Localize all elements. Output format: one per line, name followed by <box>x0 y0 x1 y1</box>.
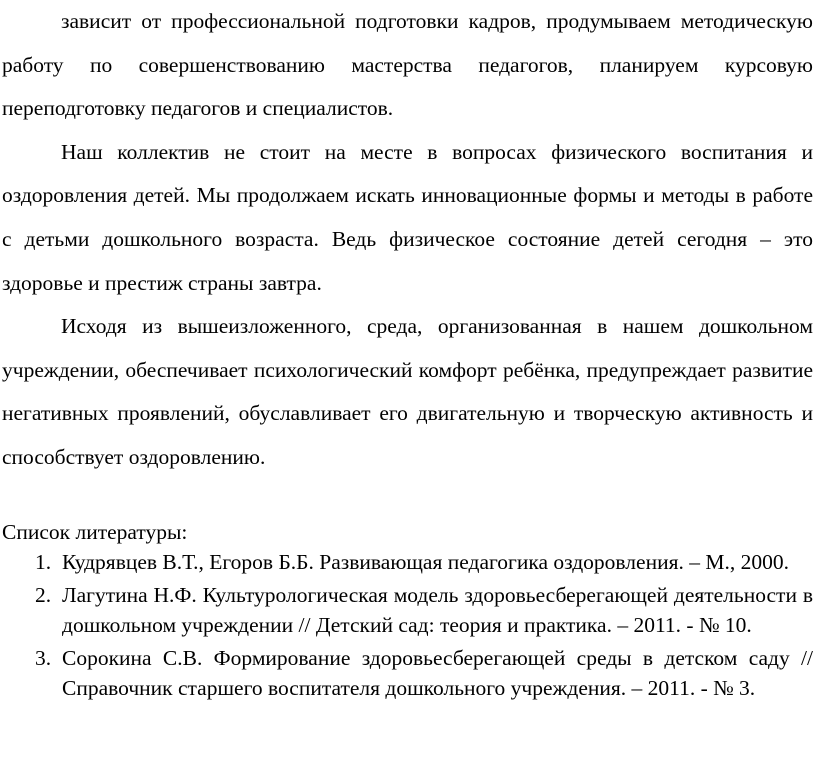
reference-number: 2. <box>35 583 52 607</box>
document-body <box>2 0 813 480</box>
references-title: Список литературы: <box>2 520 188 544</box>
reference-item <box>2 547 813 577</box>
reference-text: Кудрявцев В.Т., Егоров Б.Б. Развивающая педагогика оздоровления. – М., 2000. <box>62 550 789 574</box>
reference-text: Сорокина С.В. Формирование здоровьесберегающей среды в детском саду // Справочник старшего воспитателя дошкольного учреждения. – 2011. - № 3. <box>62 646 813 700</box>
reference-number: 1. <box>35 550 52 574</box>
reference-text: Лагутина Н.Ф. Культурологическая модель здоровьесберегающей деятельности в дошкольном учреждении // Детский сад: теория и практика. – 2011. - № 10. <box>62 583 813 637</box>
reference-number: 3. <box>35 646 52 670</box>
reference-item <box>2 580 813 640</box>
reference-item <box>2 643 813 703</box>
references-section <box>2 517 813 706</box>
references-list <box>2 547 813 703</box>
paragraph-environment: Исходя из вышеизложенного, среда, организованная в нашем дошкольном учреждении, обеспечивает психологический комфорт ребёнка, предупреждает развитие негативных проявлений, обуславливает его двигательную и творческую активность и способствует оздоровлению. <box>2 314 813 469</box>
paragraph-continuation: зависит от профессиональной подготовки кадров, продумываем методическую работу по совершенствованию мастерства педагогов, планируем курсовую переподготовку педагогов и специалистов. <box>2 9 813 121</box>
paragraph-health-innovation: Наш коллектив не стоит на месте в вопросах физического воспитания и оздоровления детей. Мы продолжаем искать инновационные формы и методы в работе с детьми дошкольного возраста. Ведь физическое состояние детей сегодня – это здоровье и престиж страны завтра. <box>2 139 813 295</box>
